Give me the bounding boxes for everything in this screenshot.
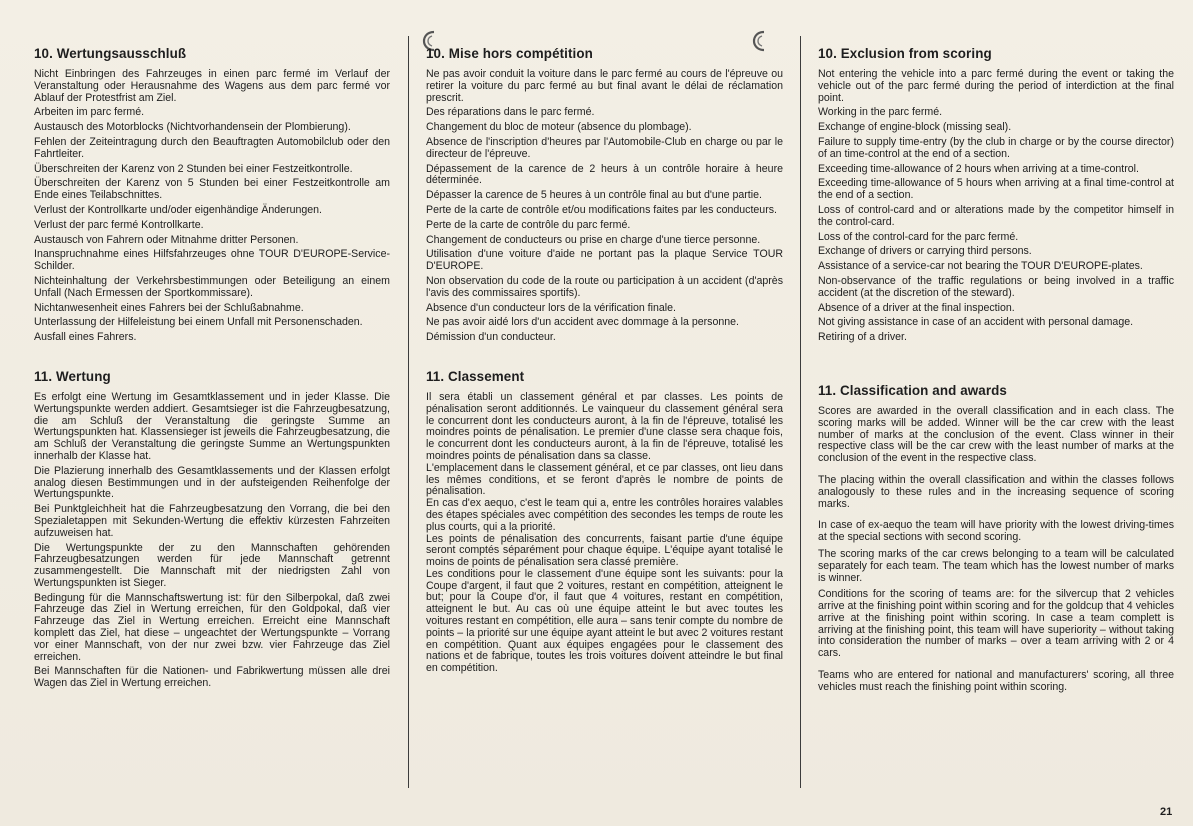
section-heading: 11. Classement <box>426 368 525 384</box>
paragraph: Dépassement de la carence de 2 heurs à un contrôle horaire à heure déterminée. <box>426 162 783 187</box>
paragraph: Perte de la carte de contrôle du parc fermé. <box>426 218 631 231</box>
paragraph: Exceeding time-allowance of 2 hours when arriving at a time-control. <box>818 162 1139 175</box>
paragraph: Teams who are entered for national and manufacturers' scoring, all three vehicles must reach the finishing point within scoring. <box>818 669 1174 693</box>
paragraph: Working in the parc fermé. <box>818 106 943 119</box>
section-classification-en <box>818 383 1174 694</box>
paragraph: Not giving assistance in case of an accident with personal damage. <box>818 316 1134 329</box>
paragraph: In case of ex-aequo the team will have priority with the lowest driving-times at the special sections with second scoring. <box>818 519 1174 544</box>
section-heading: 10. Mise hors compétition <box>426 46 593 61</box>
paragraph: Es erfolgt eine Wertung im Gesamtklassement und in jeder Klasse. Die Wertungspunkte werden addiert. Gesamtsieger ist die Fahrzeugbesatzung, die am Schluß der Veranstaltung die geringste Summe an Wertungspunkten hat. Klassensieger ist jeweils die Fahrzeugbesatzung, die am Schluß der Veranstaltung die geringste Summe an Wertungspunkten innerhalb der Klasse hat. <box>34 390 390 462</box>
paragraph: Non observation du code de la route ou participation à un accident (d'après l'avis des commissaires sportifs). <box>426 274 783 299</box>
section-exclusion-en <box>818 46 1174 344</box>
paragraph: Changement de conducteurs ou prise en charge d'une tierce personne. <box>426 233 761 246</box>
paragraph: Verlust der Kontrollkarte und/oder eigenhändige Änderungen. <box>34 203 323 216</box>
section-heading: 11. Classification and awards <box>818 382 1007 398</box>
section-heading: 10. Exclusion from scoring <box>818 46 992 61</box>
column-divider <box>408 36 409 788</box>
paragraph: En cas d'ex aequo, c'est le team qui a, entre les contrôles horaires valables des étapes spéciales avec compétition des secondes les temps de route les plus courts, qui a la priorité. <box>426 497 783 533</box>
paragraph: Fehlen der Zeiteintragung durch den Beauftragten Automobilclub oder den Fahrtleiter. <box>34 135 390 160</box>
paragraph: The scoring marks of the car crews belonging to a team will be calculated separately for each team. The team which has the lowest number of marks is winner. <box>818 547 1174 584</box>
paragraph: Die Plazierung innerhalb des Gesamtklassements und der Klassen erfolgt analog diesen Bestimmungen und in der aufsteigenden Reihenfolge der Wertungspunkte. <box>34 464 390 501</box>
paragraph: Überschreiten der Karenz von 5 Stunden bei einer Festzeitkontrolle am Ende eines Teilabschnittes. <box>34 177 390 202</box>
paragraph: Verlust der parc fermé Kontrollkarte. <box>34 218 204 231</box>
paragraph: Utilisation d'une voiture d'aide ne portant pas la plaque Service TOUR D'EUROPE. <box>426 248 783 273</box>
paragraph: Inanspruchnahme eines Hilfsfahrzeuges ohne TOUR D'EUROPE-Service-Schilder. <box>34 248 390 273</box>
section-heading: 10. Wertungsausschluß <box>34 46 187 61</box>
paragraph: Bei Punktgleichheit hat die Fahrzeugbesatzung den Vorrang, die bei den Spezialetappen mit Sekunden-Wertung die effektiv kürzesten Fahrzeiten aufzuweisen hat. <box>34 503 390 539</box>
paragraph: Scores are awarded in the overall classification and in each class. The scoring marks will be added. Winner will be the car crew with the least number of marks at the conclusion of the event. Class winner in their respective class will be the car crew with the least number of marks at the conclusion of the event in the respective class. <box>818 404 1174 465</box>
paragraph: Retiring of a driver. <box>818 331 907 344</box>
paragraph: Exchange of engine-block (missing seal). <box>818 121 1012 134</box>
paragraph: Les points de pénalisation des concurrents, faisant partie d'une équipe seront comptés séparément pour chaque équipe. L'équipe ayant totalisé le moins de points de pénalisation sera classé première. <box>426 532 783 569</box>
paragraph: Die Wertungspunkte der zu den Mannschaften gehörenden Fahrzeugbesatzungen werden für jede Mannschaft getrennt zusammengestellt. Die Mannschaft mit der niedrigsten Zahl von Wertungspunkten ist Sieger. <box>34 541 390 589</box>
paragraph: Les conditions pour le classement d'une équipe sont les suivants: pour la Coupe d'argent, il faut que 2 voitures, restant en compétition, atteignent le but; pour la Coupe d'or, il faut que 4 voitures, restant en compétition, atteignent le but. Au cas où une équipe atteint le but avec toutes les voitures restant en compétition, elle aura – sans tenir compte du nombre de points – la priorité sur une équipe ayant atteint le but avec 2 voitures restant en compétition. Quant aux équipes engagées pour le classement des nations et de fabrique, toutes les trois voitures doivent atteindre le but final en compétition. <box>426 567 783 675</box>
section-exclusion-de <box>34 46 390 344</box>
paragraph: Absence d'un conducteur lors de la vérification finale. <box>426 301 676 314</box>
paragraph: Dépasser la carence de 5 heures à un contrôle final au but d'une partie. <box>426 189 762 202</box>
paragraph: Unterlassung der Hilfeleistung bei einem Unfall mit Personenschaden. <box>34 316 363 329</box>
paragraph: Ne pas avoir aidé lors d'un accident avec dommage à la personne. <box>426 316 739 329</box>
paragraph: Changement du bloc de moteur (absence du plombage). <box>426 121 692 134</box>
paragraph: Perte de la carte de contrôle et/ou modifications faites par les conducteurs. <box>426 203 777 216</box>
paragraph: Ne pas avoir conduit la voiture dans le parc fermé au cours de l'épreuve ou retirer la voiture du parc fermé au but final avant le délai de réclamation prescrit. <box>426 68 783 104</box>
paragraph: Überschreiten der Karenz von 2 Stunden bei einer Festzeitkontrolle. <box>34 162 353 175</box>
paragraph: Arbeiten im parc fermé. <box>34 106 145 119</box>
paragraph: Ausfall eines Fahrers. <box>34 331 137 344</box>
paragraph: Not entering the vehicle into a parc fermé during the event or taking the vehicle out of the parc fermé during the period of interdiction at the final point. <box>818 68 1174 104</box>
paragraph: Bedingung für die Mannschaftswertung ist: für den Silberpokal, daß zwei Fahrzeuge das Ziel in Wertung erreichen, für den Goldpokal, daß vier Fahrzeuge das Ziel in Wertung erreichen. Erreicht eine Mannschaft komplett das Ziel, hat diese – ungeachtet der Wertungspunkte – Vorrang vor einer Mannschaft, von der nur zwei bzw. vier Fahrzeuge das Ziel erreichen. <box>34 591 390 663</box>
paragraph: Conditions for the scoring of teams are: for the silvercup that 2 vehicles arrive at the finishing point within scoring and for the goldcup that 4 vehicles arrive at the finishing point within scoring. In case a team complett is arriving at the finishing point, this team will have superiority – without taking into consideration the number of marks – over a team arriving with 2 or 4 cars. <box>818 588 1174 660</box>
paragraph: Nichtanwesenheit eines Fahrers bei der Schlußabnahme. <box>34 301 304 314</box>
paragraph: Loss of control-card and or alterations made by the competitor himself in the control-card. <box>818 203 1174 228</box>
paragraph: Austausch des Motorblocks (Nichtvorhandensein der Plombierung). <box>34 121 351 134</box>
paragraph: Démission d'un conducteur. <box>426 331 556 344</box>
french-column <box>426 40 783 675</box>
paragraph: Bei Mannschaften für die Nationen- und Fabrikwertung müssen alle drei Wagen das Ziel in Wertung erreichen. <box>34 665 390 690</box>
paragraph: Austausch von Fahrern oder Mitnahme dritter Personen. <box>34 233 299 246</box>
column-divider <box>800 36 801 788</box>
section-classement-fr <box>426 369 783 675</box>
section-scoring-de <box>34 369 390 690</box>
german-column <box>34 40 390 693</box>
paragraph: Assistance of a service-car not bearing the TOUR D'EUROPE-plates. <box>818 260 1143 273</box>
paragraph: Exchange of drivers or carrying third persons. <box>818 245 1032 258</box>
page-number: 21 <box>1160 806 1173 818</box>
paragraph: Absence of a driver at the final inspection. <box>818 301 1015 314</box>
paragraph: Nicht Einbringen des Fahrzeuges in einen parc fermé im Verlauf der Veranstaltung oder Herausnahme des Wagens aus dem parc fermé vor Ablauf der Protestfrist am Ziel. <box>34 68 390 104</box>
english-column <box>818 40 1174 697</box>
section-exclusion-fr <box>426 46 783 344</box>
paragraph: Il sera établi un classement général et par classes. Les points de pénalisation seront additionnés. Le vainqueur du classement général sera le concurrent dont les conducteurs auront, à la fin de l'épreuve, totalisé les moindres points de pénalisation. Le premier d'une classe sera chaque fois, le concurrent dont les conducteurs auront, à la fin de l'épreuve, totalisé les moindres points de pénalisation dans sa classe. <box>426 390 783 462</box>
paragraph: Nichteinhaltung der Verkehrsbestimmungen oder Beteiligung an einem Unfall (Nach Ermessen der Sportkommissare). <box>34 274 390 299</box>
paragraph: L'emplacement dans le classement général, et ce par classes, ont lieu dans les mêmes conditions, et se feront d'après le nombre de points de pénalisation. <box>426 461 783 498</box>
paragraph: Non-observance of the traffic regulations or being involved in a traffic accident (at the discretion of the steward). <box>818 274 1174 299</box>
paragraph: Exceeding time-allowance of 5 hours when arriving at a final time-control at the end of a section. <box>818 177 1174 202</box>
paragraph: Loss of the control-card for the parc fermé. <box>818 230 1019 243</box>
paragraph: Des réparations dans le parc fermé. <box>426 106 595 119</box>
paragraph: The placing within the overall classification and within the classes follows analogously to these rules and in the increasing sequence of scoring marks. <box>818 473 1174 510</box>
paragraph: Absence de l'inscription d'heures par l'Automobile-Club en charge ou par le directeur de l'épreuve. <box>426 135 783 160</box>
paragraph: Failure to supply time-entry (by the club in charge or by the course director) of an time-control at the end of a section. <box>818 135 1174 160</box>
section-heading: 11. Wertung <box>34 368 111 384</box>
